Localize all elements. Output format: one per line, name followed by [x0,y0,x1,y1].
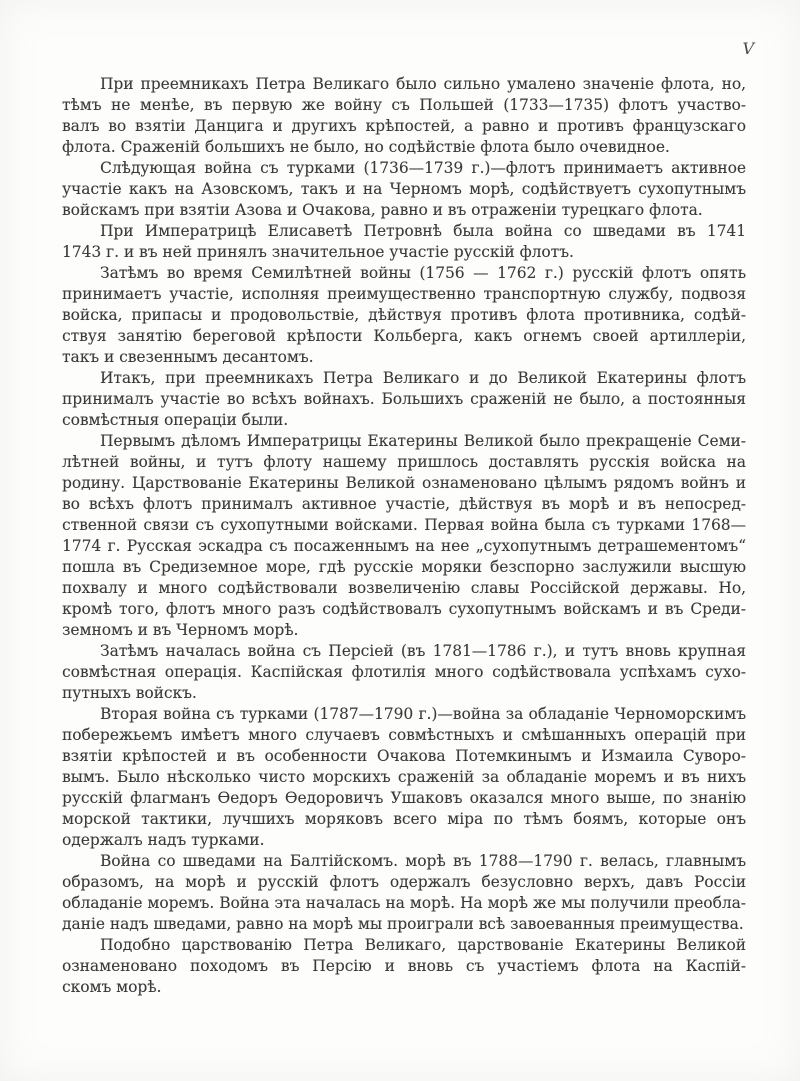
text-line: даніе надъ шведами, равно на морѣ мы проиграли всѣ завоеванныя преимущества. [62,915,744,933]
paragraph [62,641,746,704]
text-line: флота. Сраженій большихъ не было, но содѣйствіе флота было очевидное. [62,138,670,156]
paragraph [62,221,746,263]
paragraph [62,74,746,158]
text-line: ственной связи съ сухопутными войсками. Первая война была съ турками 1768— [62,516,746,534]
text-line: Первымъ дѣломъ Императрицы Екатерины Великой было прекращеніе Семи- [100,432,746,450]
text-line: во всѣхъ флотъ принималъ активное участіе, дѣйствуя въ морѣ и въ непосред- [62,495,746,513]
text-line: пошла въ Средиземное море, гдѣ русскіе моряки безспорно заслужили высшую [62,558,746,576]
paragraph [62,935,746,998]
text-line: взятіи крѣпостей и въ особенности Очакова Потемкинымъ и Измаила Суворо- [62,747,746,765]
text-line: Итакъ, при преемникахъ Петра Великаго и до Великой Екатерины флотъ [100,369,746,387]
text-line: войскамъ при взятіи Азова и Очакова, равно и въ отраженіи турецкаго флота. [62,201,703,219]
text-line: Подобно царствованію Петра Великаго, царствованіе Екатерины Великой [100,936,746,954]
paragraph [62,431,746,641]
text-line: Затѣмъ во время Семилѣтней войны (1756 — 1762 г.) русскій флотъ опять [100,264,746,282]
text-line: совмѣстныя операціи были. [62,411,289,429]
paragraph [62,263,746,368]
text-line: русскій флагманъ Ѳедоръ Ѳедоровичъ Ушаковъ оказался много выше, по знанію [62,789,746,807]
text-line: побережьемъ имѣетъ много случаевъ совмѣстныхъ и смѣшанныхъ операцій при [62,726,746,744]
text-line: похвалу и много содѣйствовали возвеличенію славы Россійской державы. Но, [62,579,746,597]
text-line: При Императрицѣ Елисаветѣ Петровнѣ была война со шведами въ 1741 [100,222,746,240]
text-line: вымъ. Было нѣсколько чисто морскихъ сраженій за обладаніе моремъ и въ нихъ [62,768,746,786]
text-line: путныхъ войскъ. [62,684,197,702]
text-line: образомъ, на морѣ и русскій флотъ одержалъ безусловно верхъ, давъ Россіи [62,873,746,891]
text-line: участіе какъ на Азовскомъ, такъ и на Черномъ морѣ, содѣйствуетъ сухопутнымъ [62,180,746,198]
text-line: морской тактики, лучшихъ моряковъ всего міра по тѣмъ боямъ, которые онъ [62,810,746,828]
text-line: ствуя занятію береговой крѣпости Кольберга, какъ огнемъ своей артиллеріи, [62,327,746,345]
text-line: одержалъ надъ турками. [62,831,265,849]
text-line: обладаніе моремъ. Война эта началась на морѣ. На морѣ же мы получили преобла- [62,894,746,912]
text-line: совмѣстная операція. Каспійская флотилія много содѣйствовала успѣхамъ сухо- [62,663,746,681]
text-line: 1774 г. Русская эскадра съ посаженнымъ на нее „сухопутнымъ детрашементомъ“ [62,537,746,555]
text-line: Слѣдующая война съ турками (1736—1739 г.)—флотъ принимаетъ активное [100,159,746,177]
paragraph [62,851,746,935]
page-number: V [742,39,754,58]
text-line: войска, припасы и продовольствіе, дѣйствуя противъ флота противника, содѣй- [62,306,746,324]
text-line: ознаменовано походомъ въ Персію и вновь съ участіемъ флота на Каспій- [62,957,746,975]
text-line: земномъ и въ Черномъ морѣ. [62,621,299,639]
text-line: 1743 г. и въ ней принялъ значительное участіе русскій флотъ. [62,243,574,261]
text-line: кромѣ того, флотъ много разъ содѣйствовалъ сухопутнымъ войскамъ и въ Среди- [62,600,746,618]
text-line: принималъ участіе во всѣхъ войнахъ. Большихъ сраженій не было, а постоянныя [62,390,746,408]
text-line: Война со шведами на Балтійскомъ. морѣ въ 1788—1790 г. велась, главнымъ [100,852,746,870]
text-line: валъ во взятіи Данцига и другихъ крѣпостей, а равно и противъ французскаго [62,117,746,135]
text-line: Вторая война съ турками (1787—1790 г.)—война за обладаніе Черноморскимъ [100,705,746,723]
text-line: принимаетъ участіе, исполняя преимущественно транспортную службу, подвозя [62,285,746,303]
text-line: При преемникахъ Петра Великаго было сильно умалено значеніе флота, но, [100,75,746,93]
paragraph [62,704,746,851]
text-line: родину. Царствованіе Екатерины Великой ознаменовано цѣлымъ рядомъ войнъ и [62,474,746,492]
text-line: скомъ морѣ. [62,978,162,996]
text-line: такъ и свезеннымъ десантомъ. [62,348,314,366]
paragraph [62,158,746,221]
text-block [62,74,746,998]
paragraph [62,368,746,431]
text-line: лѣтней войны, и тутъ флоту нашему пришлось доставлять русскія войска на [62,453,746,471]
text-line: тѣмъ не менѣе, въ первую же войну съ Польшей (1733—1735) флотъ участво- [62,96,746,114]
text-line: Затѣмъ началась война съ Персіей (въ 1781—1786 г.), и тутъ вновь крупная [100,642,746,660]
